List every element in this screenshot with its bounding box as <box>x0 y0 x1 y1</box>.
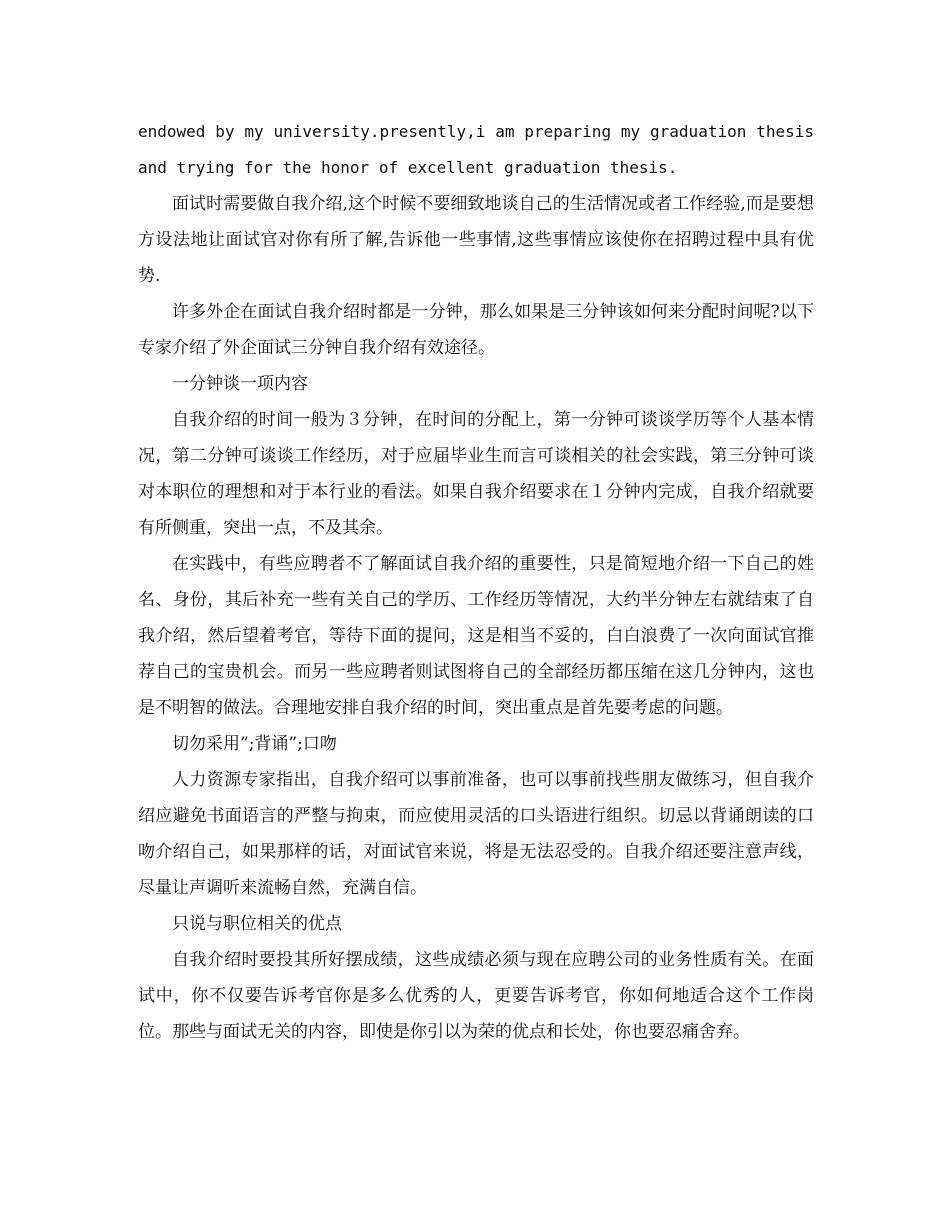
section-heading: 一分钟谈一项内容 <box>172 374 308 394</box>
english-line: and trying for the honor of excellent graduation thesis. <box>138 158 678 177</box>
paragraph: 自我介绍的时间一般为３分钟，在时间的分配上，第一分钟可谈谈学历等个人基本情况，第二分钟可谈谈工作经历，对于应届毕业生而言可谈相关的社会实践，第三分钟可谈对本职位的理想和对于本行业的看法。如果自我介绍要求在１分钟内完成，自我介绍就要有所侧重，突出一点，不及其余。 <box>138 410 814 538</box>
document-page <box>138 114 814 1050</box>
english-continuation <box>138 114 814 186</box>
paragraph: 人力资源专家指出，自我介绍可以事前准备，也可以事前找些朋友做练习，但自我介绍应避免书面语言的严整与拘束，而应使用灵活的口头语进行组织。切忌以背诵朗读的口吻介绍自己，如果那样的话，对面试官来说，将是无法忍受的。自我介绍还要注意声线，尽量让声调听来流畅自然，充满自信。 <box>138 770 814 898</box>
paragraph: 自我介绍时要投其所好摆成绩，这些成绩必须与现在应聘公司的业务性质有关。在面试中，你不仅要告诉考官你是多么优秀的人，更要告诉考官，你如何地适合这个工作岗位。那些与面试无关的内容，即使是你引以为荣的优点和长处，你也要忍痛舍弃。 <box>138 950 814 1042</box>
section-heading: 切勿采用”;背诵”;口吻 <box>172 734 337 754</box>
paragraph: 面试时需要做自我介绍,这个时候不要细致地谈自己的生活情况或者工作经验,而是要想方设法地让面试官对你有所了解,告诉他一些事情,这些事情应该使你在招聘过程中具有优势. <box>138 194 814 286</box>
english-line: endowed by my university.presently,i am preparing my graduation thesis <box>138 122 814 141</box>
paragraph: 在实践中，有些应聘者不了解面试自我介绍的重要性，只是简短地介绍一下自己的姓名、身份，其后补充一些有关自己的学历、工作经历等情况，大约半分钟左右就结束了自我介绍，然后望着考官，等待下面的提问，这是相当不妥的，白白浪费了一次向面试官推荐自己的宝贵机会。而另一些应聘者则试图将自己的全部经历都压缩在这几分钟内，这也是不明智的做法。合理地安排自我介绍的时间，突出重点是首先要考虑的问题。 <box>138 554 814 718</box>
paragraph: 许多外企在面试自我介绍时都是一分钟，那么如果是三分钟该如何来分配时间呢?以下专家介绍了外企面试三分钟自我介绍有效途径。 <box>138 302 814 358</box>
section-heading: 只说与职位相关的优点 <box>172 914 342 934</box>
